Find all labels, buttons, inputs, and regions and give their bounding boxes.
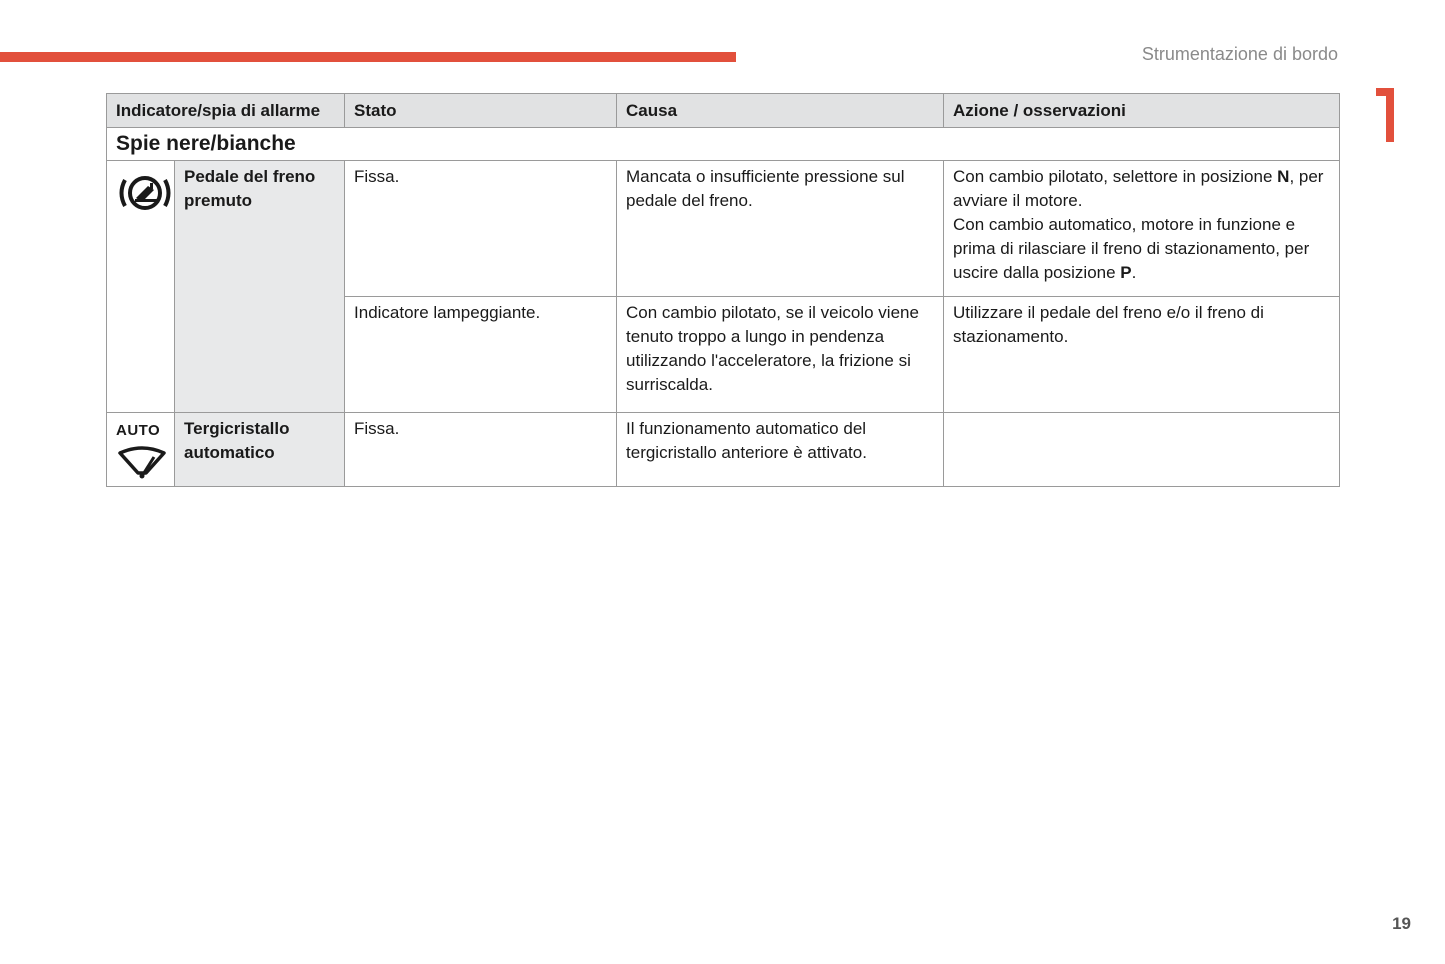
causa-cell: Il funzionamento automatico del tergicristallo anteriore è attivato. [617, 413, 944, 487]
table-row [107, 413, 1340, 487]
chapter-number-tab [1372, 84, 1402, 144]
indicator-name: Pedale del freno premuto [175, 161, 345, 413]
warning-lights-table [106, 93, 1340, 487]
azione-text: Con cambio automatico, motore in funzione e prima di rilasciare il freno di stazionamento, per uscire dalla posizione [953, 215, 1310, 282]
causa-cell: Con cambio pilotato, se il veicolo viene tenuto troppo a lungo in pendenza utilizzando l'acceleratore, la frizione si surriscalda. [617, 297, 944, 413]
stato-cell: Indicatore lampeggiante. [345, 297, 617, 413]
group-row [107, 128, 1340, 161]
causa-cell: Mancata o insufficiente pressione sul pedale del freno. [617, 161, 944, 297]
gear-position-p: P [1120, 263, 1132, 282]
indicator-name: Tergicristallo automatico [175, 413, 345, 487]
group-title: Spie nere/bianche [107, 128, 1340, 161]
brake-pedal-warning-icon [116, 173, 174, 213]
azione-text: . [1131, 263, 1137, 282]
gear-position-n: N [1277, 167, 1290, 186]
azione-cell [944, 413, 1340, 487]
stato-cell: Fissa. [345, 413, 617, 487]
stato-cell: Fissa. [345, 161, 617, 297]
auto-label: AUTO [116, 422, 161, 439]
azione-cell: Utilizzare il pedale del freno e/o il freno di stazionamento. [944, 297, 1340, 413]
wiper-icon-cell [107, 413, 175, 487]
section-title: Strumentazione di bordo [1141, 44, 1338, 64]
header-accent-bar [0, 52, 736, 62]
azione-text: , per avviare il motore. [953, 167, 1324, 210]
brake-icon-cell [107, 161, 175, 413]
column-header-stato: Stato [345, 94, 617, 128]
page-number: 19 [1392, 914, 1411, 933]
azione-text: Con cambio pilotato, selettore in posizione [953, 167, 1278, 186]
auto-wiper-icon [116, 445, 168, 479]
column-header-causa: Causa [617, 94, 944, 128]
column-header-indicator: Indicatore/spia di allarme [107, 94, 345, 128]
table-header-row [107, 94, 1340, 128]
table-row [107, 161, 1340, 297]
azione-cell [944, 161, 1340, 297]
column-header-azione: Azione / osservazioni [944, 94, 1340, 128]
